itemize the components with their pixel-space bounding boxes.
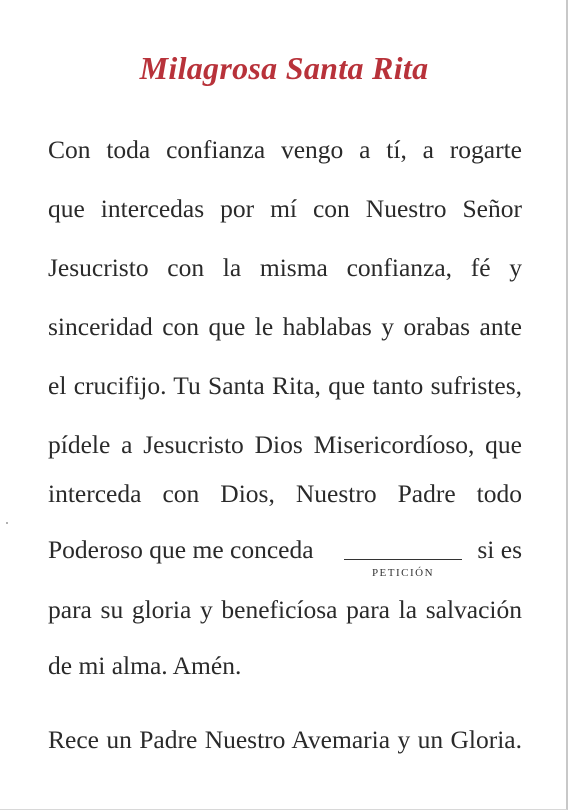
petition-blank-line [344,559,462,560]
paper-speck [6,522,8,524]
prayer-line: el crucifijo. Tu Santa Rita, que tanto sufristes, [48,371,522,400]
closing-line: para su gloria y beneficíosa para la salvación [48,595,522,624]
prayer-line: que intercedas por mí con Nuestro Señor [48,194,522,223]
petition-text-after: si es [477,535,522,564]
prayer-line: interceda con Dios, Nuestro Padre todo [48,479,522,508]
prayer-line: sinceridad con que le hablabas y orabas ante [48,312,522,341]
footer-instruction: Rece un Padre Nuestro Avemaria y un Gloria. [48,725,522,754]
petition-text-before: Poderoso que me conceda [48,535,314,564]
prayer-line: Con toda confianza vengo a tí, a rogarte [48,135,522,164]
prayer-line: Jesucristo con la misma confianza, fé y [48,253,522,282]
closing-line: de mi alma. Amén. [48,651,242,680]
petition-row [48,534,522,594]
petition-label: PETICIÓN [371,567,435,579]
prayer-title: Milagrosa Santa Rita [139,50,429,86]
prayer-line: pídele a Jesucristo Dios Misericordíoso, que [48,430,522,459]
